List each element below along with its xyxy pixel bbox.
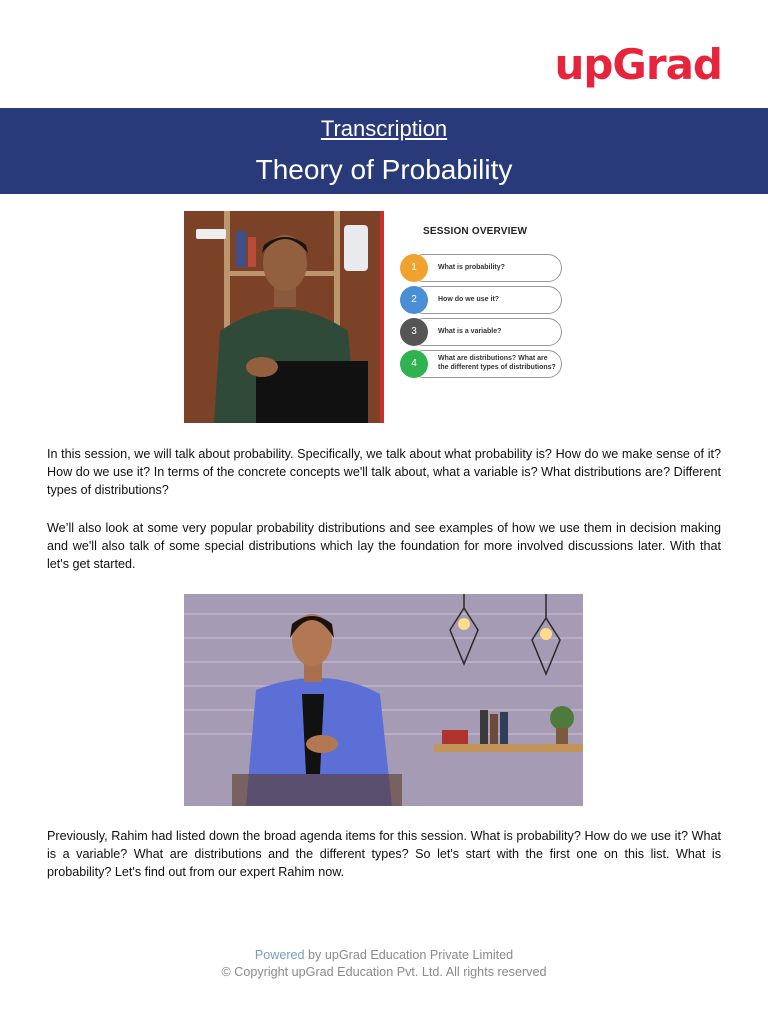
overview-text: What is probability? xyxy=(438,263,505,271)
presenter-image xyxy=(184,211,384,423)
overview-text: What is a variable? xyxy=(438,327,502,335)
transcript-paragraph: Previously, Rahim had listed down the broad agenda items for this session. What is probability? How do we use it? What is a variable? What are distributions and the different types? So let's start with the first one on this list. What is probability? Let's find out from our expert Rahim now. xyxy=(47,829,721,879)
video-thumbnail-presenter[interactable] xyxy=(184,211,384,423)
banner-subtitle: Transcription xyxy=(320,116,448,141)
footer xyxy=(0,947,768,981)
overview-item xyxy=(400,350,562,378)
overview-number: 4 xyxy=(400,350,428,378)
overview-item xyxy=(400,254,562,282)
presenter-image-2 xyxy=(184,594,583,806)
overview-text: What are distributions? What are the different types of distributions? xyxy=(438,355,556,371)
overview-number: 2 xyxy=(400,286,428,314)
footer-powered-line xyxy=(0,947,768,964)
transcript-paragraph: In this session, we will talk about probability. Specifically, we talk about what probability is? How do we make sense of it? How do we use it? In terms of the concrete concepts we'll talk about, what a variable is? What distributions are? Different types of distributions? xyxy=(47,447,721,497)
overview-item xyxy=(400,318,562,346)
video-thumbnail-presenter-2[interactable] xyxy=(184,594,583,806)
footer-copyright: © Copyright upGrad Education Pvt. Ltd. All rights reserved xyxy=(221,965,547,979)
overview-text: How do we use it? xyxy=(438,295,500,303)
overview-number: 3 xyxy=(400,318,428,346)
transcript-paragraph: We’ll also look at some very popular probability distributions and see examples of how we use them in decision making and we'll also talk of some special distributions which lay the foundation for more involved discussions later. With that let's get started. xyxy=(47,521,721,571)
overview-item xyxy=(400,286,562,314)
footer-powered-word: Powered xyxy=(254,948,305,962)
page-title: Theory of Probability xyxy=(255,154,513,185)
overview-title: SESSION OVERVIEW xyxy=(423,226,528,237)
title-banner xyxy=(0,108,768,194)
upgrad-logo: upGrad xyxy=(554,40,722,89)
overview-number: 1 xyxy=(400,254,428,282)
footer-powered-rest: by upGrad Education Private Limited xyxy=(304,948,514,962)
session-overview-slide xyxy=(396,216,568,386)
